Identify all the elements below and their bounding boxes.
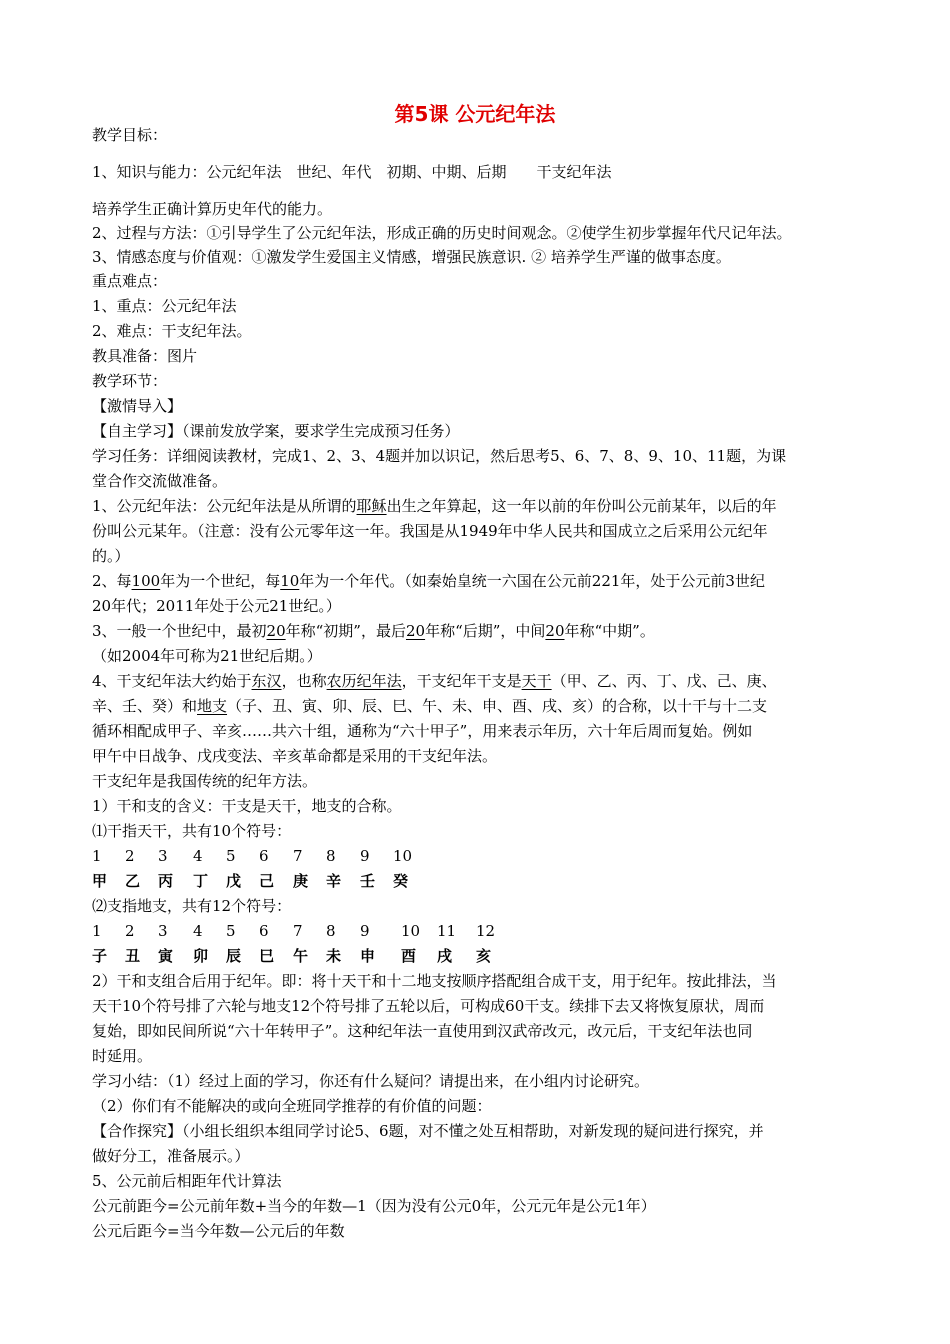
combination-line2: 天干10个符号排了六轮与地支12个符号排了五轮以后，可构成60干支。续排下去又将恢复原状，周而: [92, 997, 765, 1015]
study-task-line1: 学习任务：详细阅读教材，完成1、2、3、4题并加以识记，然后思考5、6、7、8、9、10、11题，为课: [92, 447, 787, 465]
dizhi-number: 4: [193, 922, 203, 940]
combination-line4: 时延用。: [92, 1047, 153, 1065]
tiangan-intro: ⑴干指天干，共有10个符号：: [92, 822, 292, 840]
teaching-aids: 教具准备：图片: [92, 347, 198, 365]
tiangan-number: 7: [293, 847, 303, 865]
item4-line4: 甲午中日战争、戊戌变法、辛亥革命都是采用的干支纪年法。: [92, 747, 498, 765]
item1-line3: 的。）: [92, 547, 130, 565]
tiangan-char: 戊: [226, 872, 242, 890]
key-point: 1、重点：公元纪年法: [92, 297, 237, 315]
dizhi-number: 5: [226, 922, 236, 940]
underlined-term: 100: [131, 572, 161, 590]
combination-line3: 复始，即如民间所说“六十年转甲子”。这种纪年法一直使用到汉武帝改元，改元后，干支纪年法也同: [92, 1022, 753, 1040]
item3-line1: [92, 620, 655, 642]
goal-knowledge: 1、知识与能力：公元纪年法 世纪、年代 初期、中期、后期 干支纪年法: [92, 163, 612, 181]
goal-ability: 培养学生正确计算历史年代的能力。: [92, 200, 333, 218]
tiangan-char: 庚: [293, 872, 309, 890]
dizhi-number: 11: [437, 922, 457, 940]
goal-process: 2、过程与方法：①引导学生了公元纪年法，形成正确的历史时间观念。②使学生初步掌握年代尺记年法。: [92, 224, 792, 242]
ganzhi-tradition: 干支纪年是我国传统的纪年方法。: [92, 772, 318, 790]
dizhi-char: 丑: [125, 947, 141, 965]
dizhi-number: 2: [125, 922, 135, 940]
tiangan-number: 8: [326, 847, 336, 865]
text-segment: 1、公元纪年法：公元纪年法是从所谓的: [92, 497, 357, 515]
text-segment: 出生之年算起，这一年以前的年份叫公元前某年，以后的年: [386, 497, 777, 515]
text-segment: ，干支纪年干支是: [401, 672, 522, 690]
text-segment: 年称“初期”，最后: [285, 622, 406, 640]
dizhi-char: 巳: [259, 947, 275, 965]
tiangan-number-row: [92, 845, 552, 867]
underlined-term: 20: [545, 622, 565, 640]
section-cooperative: 【合作探究】（小组长组织本组同学讨论5、6题，对不懂之处互相帮助，对新发现的疑问进行探究，并: [92, 1122, 764, 1140]
lesson-title: 第5课 公元纪年法: [394, 102, 556, 126]
dizhi-char: 辰: [226, 947, 242, 965]
dizhi-char: 午: [293, 947, 309, 965]
dizhi-number-row: [92, 920, 552, 942]
difficult-point: 2、难点：干支纪年法。: [92, 322, 252, 340]
dizhi-number: 10: [401, 922, 421, 940]
tiangan-char: 丁: [193, 872, 209, 890]
text-segment: 4、干支纪年法大约始于: [92, 672, 252, 690]
dizhi-char: 卯: [193, 947, 209, 965]
text-segment: 辛、壬、癸）和: [92, 697, 198, 715]
item5-heading: 5、公元前后相距年代计算法: [92, 1172, 282, 1190]
tiangan-char: 甲: [92, 872, 108, 890]
section-intro: 【激情导入】: [92, 397, 183, 415]
tiangan-char: 丙: [158, 872, 174, 890]
text-segment: （甲、乙、丙、丁、戊、己、庚、: [551, 672, 777, 690]
teaching-goals-heading: 教学目标：: [92, 126, 168, 144]
tiangan-number: 4: [193, 847, 203, 865]
teaching-steps-heading: 教学环节：: [92, 372, 168, 390]
tiangan-number: 6: [259, 847, 269, 865]
item2-line2: 20年代；2011年处于公元21世纪。）: [92, 597, 341, 615]
tiangan-number: 2: [125, 847, 135, 865]
cooperative-line2: 做好分工，准备展示。）: [92, 1147, 250, 1165]
tiangan-number: 1: [92, 847, 102, 865]
dizhi-char: 亥: [476, 947, 492, 965]
goal-emotion: 3、情感态度与价值观：①激发学生爱国主义情感，增强民族意识. ② 培养学生严谨的做事态度。: [92, 248, 731, 266]
text-segment: （子、丑、寅、卯、辰、巳、午、未、申、酉、戌、亥）的合称，以十干与十二支: [227, 697, 768, 715]
key-difficulty-heading: 重点难点：: [92, 272, 168, 290]
tiangan-number: 9: [360, 847, 370, 865]
dizhi-char: 寅: [158, 947, 174, 965]
text-segment: 年为一个年代。（如秦始皇统一六国在公元前221年，处于公元前3世纪: [299, 572, 765, 590]
tiangan-char: 壬: [360, 872, 376, 890]
dizhi-number: 6: [259, 922, 269, 940]
text-segment: 年为一个世纪，每: [160, 572, 281, 590]
underlined-term: 20: [405, 622, 426, 640]
dizhi-number: 9: [360, 922, 370, 940]
dizhi-char: 申: [360, 947, 376, 965]
tiangan-char: 乙: [125, 872, 141, 890]
text-segment: 年称“后期”，中间: [425, 622, 546, 640]
bc-formula: 公元前距今=公元前年数+当今的年数—1（因为没有公元0年，公元元年是公元1年）: [92, 1197, 656, 1215]
item4-line3: 循环相配成甲子、辛亥……共六十组，通称为“六十甲子”，用来表示年历，六十年后周而复始。例如: [92, 722, 753, 740]
dizhi-number: 7: [293, 922, 303, 940]
dizhi-intro: ⑵支指地支，共有12个符号：: [92, 897, 292, 915]
summary-line1: 学习小结：（1）经过上面的学习，你还有什么疑问？请提出来，在小组内讨论研究。: [92, 1072, 650, 1090]
dizhi-char: 戌: [437, 947, 453, 965]
tiangan-char: 己: [259, 872, 275, 890]
tiangan-char-row: [92, 870, 552, 892]
dizhi-char: 未: [326, 947, 342, 965]
text-segment: 年称“中期”。: [564, 622, 655, 640]
underlined-term: 地支: [197, 697, 228, 715]
item4-line2: [92, 695, 767, 717]
underlined-term: 20: [266, 622, 286, 640]
dizhi-number: 1: [92, 922, 102, 940]
underlined-term: 10: [280, 572, 300, 590]
text-segment: 3、一般一个世纪中，最初: [92, 622, 267, 640]
item3-line2: （如2004年可称为21世纪后期。）: [92, 647, 322, 665]
tiangan-number: 3: [158, 847, 168, 865]
dizhi-number: 3: [158, 922, 168, 940]
dizhi-char-row: [92, 945, 552, 967]
dizhi-number: 12: [476, 922, 496, 940]
combination-line1: 2）干和支组合后用于纪年。即：将十天干和十二地支按顺序搭配组合成干支，用于纪年。按此排法，当: [92, 972, 777, 990]
item1-line2: 份叫公元某年。（注意：没有公元零年这一年。我国是从1949年中华人民共和国成立之后采用公元纪年: [92, 522, 768, 540]
ganzhi-meaning: 1）干和支的含义：干支是天干，地支的合称。: [92, 797, 402, 815]
section-self-study: 【自主学习】（课前发放学案，要求学生完成预习任务）: [92, 422, 460, 440]
ad-formula: 公元后距今=当今年数—公元后的年数: [92, 1222, 345, 1240]
text-segment: ，也称: [281, 672, 327, 690]
tiangan-number: 10: [393, 847, 413, 865]
underlined-term: 天干: [521, 672, 552, 690]
underlined-term: 东汉: [251, 672, 282, 690]
underlined-term: 农历纪年法: [326, 672, 402, 690]
item4-line1: [92, 670, 777, 692]
item2-line1: [92, 570, 765, 592]
item1-line1: [92, 495, 777, 517]
study-task-line2: 堂合作交流做准备。: [92, 472, 228, 490]
text-segment: 2、每: [92, 572, 132, 590]
dizhi-char: 酉: [401, 947, 417, 965]
dizhi-char: 子: [92, 947, 108, 965]
underlined-term: 耶稣: [356, 497, 387, 515]
tiangan-char: 辛: [326, 872, 342, 890]
tiangan-number: 5: [226, 847, 236, 865]
tiangan-char: 癸: [393, 872, 409, 890]
summary-line2: （2）你们有不能解决的或向全班同学推荐的有价值的问题：: [92, 1097, 492, 1115]
dizhi-number: 8: [326, 922, 336, 940]
